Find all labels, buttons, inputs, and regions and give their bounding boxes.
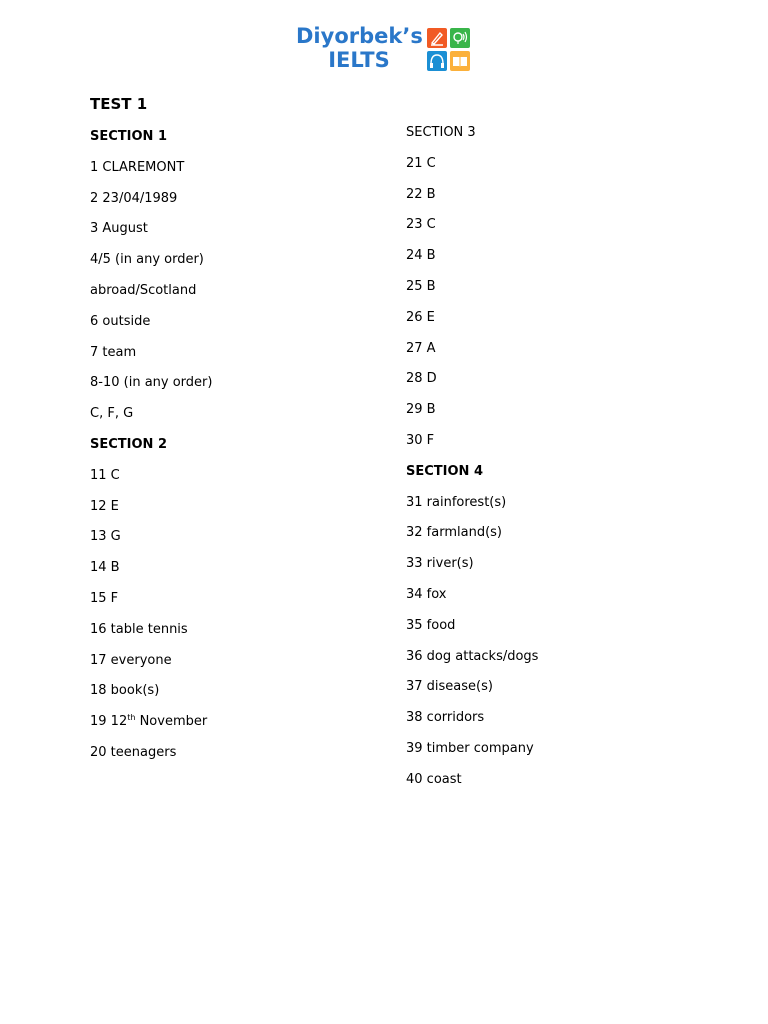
line-text: SECTION 1 — [90, 129, 167, 144]
line-text: 12 E — [90, 498, 119, 514]
logo-line-2: IELTS — [328, 48, 390, 72]
line-text: 33 river(s) — [406, 556, 474, 572]
open-book-icon — [450, 51, 470, 71]
line-text: 26 E — [406, 309, 435, 325]
answer-line — [90, 280, 390, 311]
brand-logo — [296, 24, 476, 76]
answer-line — [90, 249, 390, 280]
answer-line — [406, 276, 706, 307]
answer-line — [90, 588, 390, 619]
line-text: 34 fox — [406, 586, 447, 602]
logo-line-1: Diyorbek’s — [296, 24, 423, 48]
answer-line — [406, 430, 706, 461]
line-text: 39 timber company — [406, 740, 534, 756]
line-text: 28 D — [406, 371, 437, 387]
section-heading — [406, 461, 706, 492]
answer-line — [90, 496, 390, 527]
line-text: 30 F — [406, 432, 435, 448]
answer-line — [406, 122, 706, 153]
line-text: 17 everyone — [90, 652, 172, 668]
line-text: 36 dog attacks/dogs — [406, 648, 539, 664]
line-text: 6 outside — [90, 313, 151, 329]
line-text: 14 B — [90, 560, 120, 576]
line-text: 38 corridors — [406, 710, 485, 726]
answer-line — [90, 650, 390, 681]
answer-line — [90, 188, 390, 219]
logo-tiles — [427, 28, 471, 72]
answer-line — [406, 615, 706, 646]
line-text: 18 book(s) — [90, 683, 160, 699]
line-text: C, F, G — [90, 406, 134, 422]
line-text: 2 23/04/1989 — [90, 190, 178, 206]
answer-line — [90, 619, 390, 650]
answer-line — [90, 711, 390, 742]
answer-line — [406, 368, 706, 399]
line-text: 3 August — [90, 221, 148, 237]
logo-text — [296, 24, 422, 72]
answer-line — [90, 372, 390, 403]
line-text: 31 rainforest(s) — [406, 494, 507, 510]
answer-line — [406, 676, 706, 707]
answer-line — [90, 557, 390, 588]
line-text: 8-10 (in any order) — [90, 375, 213, 391]
line-text: 19 12 — [90, 714, 128, 730]
answer-line — [406, 307, 706, 338]
line-text: 15 F — [90, 590, 119, 606]
answer-line — [406, 769, 706, 800]
line-text: 27 A — [406, 340, 436, 356]
line-text: 16 table tennis — [90, 621, 188, 637]
answer-line — [90, 526, 390, 557]
ordinal-suffix: th — [127, 713, 136, 723]
line-text: 35 food — [406, 617, 456, 633]
answer-line — [90, 342, 390, 373]
answer-line — [406, 707, 706, 738]
answer-line — [90, 403, 390, 434]
line-text: 20 teenagers — [90, 744, 177, 760]
answer-line — [406, 738, 706, 769]
answer-line — [406, 646, 706, 677]
answer-line — [90, 680, 390, 711]
line-text: 32 farmland(s) — [406, 525, 502, 541]
answer-line — [406, 214, 706, 245]
line-text: SECTION 2 — [90, 436, 167, 452]
line-text: 37 disease(s) — [406, 679, 493, 695]
line-text-after: November — [135, 714, 208, 730]
line-text: 1 CLAREMONT — [90, 159, 185, 175]
line-text: SECTION 3 — [406, 125, 476, 140]
answer-line — [90, 218, 390, 249]
line-text: 25 B — [406, 278, 436, 294]
line-text: 29 B — [406, 402, 436, 418]
line-text: 21 C — [406, 155, 436, 171]
answer-line — [406, 492, 706, 523]
answer-line — [406, 184, 706, 215]
answer-line — [406, 153, 706, 184]
line-text: 13 G — [90, 529, 121, 545]
line-text: 11 C — [90, 467, 120, 483]
line-text: abroad/Scotland — [90, 282, 197, 298]
answer-line — [406, 338, 706, 369]
answer-line — [406, 245, 706, 276]
answer-line — [90, 311, 390, 342]
speaking-head-icon — [450, 28, 470, 48]
line-text: 7 team — [90, 344, 137, 360]
answer-line — [406, 553, 706, 584]
writing-hand-icon — [427, 28, 447, 48]
answer-line — [406, 399, 706, 430]
answer-line — [90, 742, 390, 773]
line-text: 4/5 (in any order) — [90, 252, 204, 268]
test-title: TEST 1 — [90, 95, 148, 113]
answers-right-column — [406, 122, 706, 800]
answers-left-column — [90, 126, 390, 773]
line-text: 23 C — [406, 217, 436, 233]
line-text: 22 B — [406, 186, 436, 202]
answer-line — [90, 465, 390, 496]
line-text: 24 B — [406, 248, 436, 264]
answer-line — [406, 522, 706, 553]
line-text: SECTION 4 — [406, 463, 483, 479]
headphones-icon — [427, 51, 447, 71]
section-heading — [90, 126, 390, 157]
answer-line — [406, 584, 706, 615]
section-heading — [90, 434, 390, 465]
answer-line — [90, 157, 390, 188]
line-text: 40 coast — [406, 771, 462, 787]
